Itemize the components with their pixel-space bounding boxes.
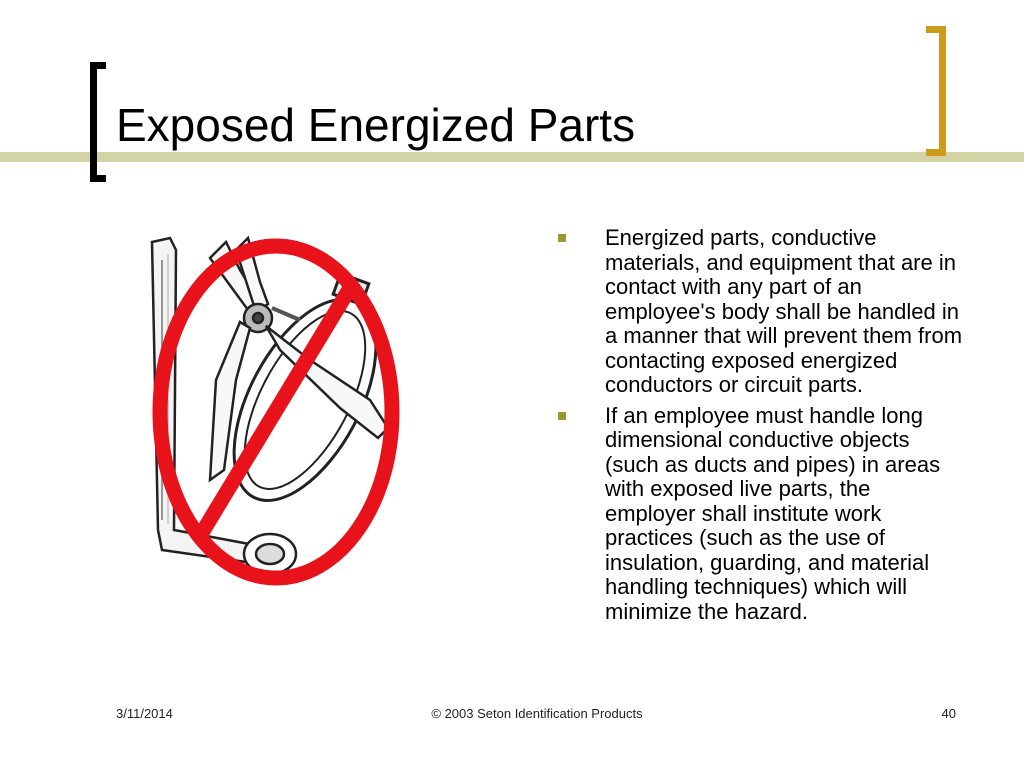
bullet-item bbox=[552, 404, 972, 625]
bullet-text: If an employee must handle long dimensional conductive objects (such as ducts and pipes) in areas with exposed live parts, the employer shall institute work practices (such as the use of insulation, guarding, and material handling techniques) which will minimize the hazard. bbox=[605, 402, 941, 624]
slide-title: Exposed Energized Parts bbox=[116, 99, 636, 151]
prohibited-tools-icon bbox=[140, 230, 420, 590]
left-bracket-decoration bbox=[90, 62, 106, 182]
bullet-item bbox=[552, 226, 972, 398]
bullet-list bbox=[552, 226, 972, 630]
square-bullet-icon bbox=[558, 234, 566, 242]
footer-copyright: © 2003 Seton Identification Products bbox=[431, 706, 643, 721]
footer-date: 3/11/2014 bbox=[116, 706, 173, 721]
bullet-text: Energized parts, conductive materials, and equipment that are in contact with any part of an employee's body shall be handled in a manner that will prevent them from contacting exposed energized conductors or circuit parts. bbox=[605, 225, 963, 397]
footer-page-number: 40 bbox=[941, 706, 956, 721]
square-bullet-icon bbox=[558, 412, 566, 420]
right-bracket-decoration bbox=[926, 26, 946, 156]
title-underline-bar bbox=[0, 152, 1024, 162]
